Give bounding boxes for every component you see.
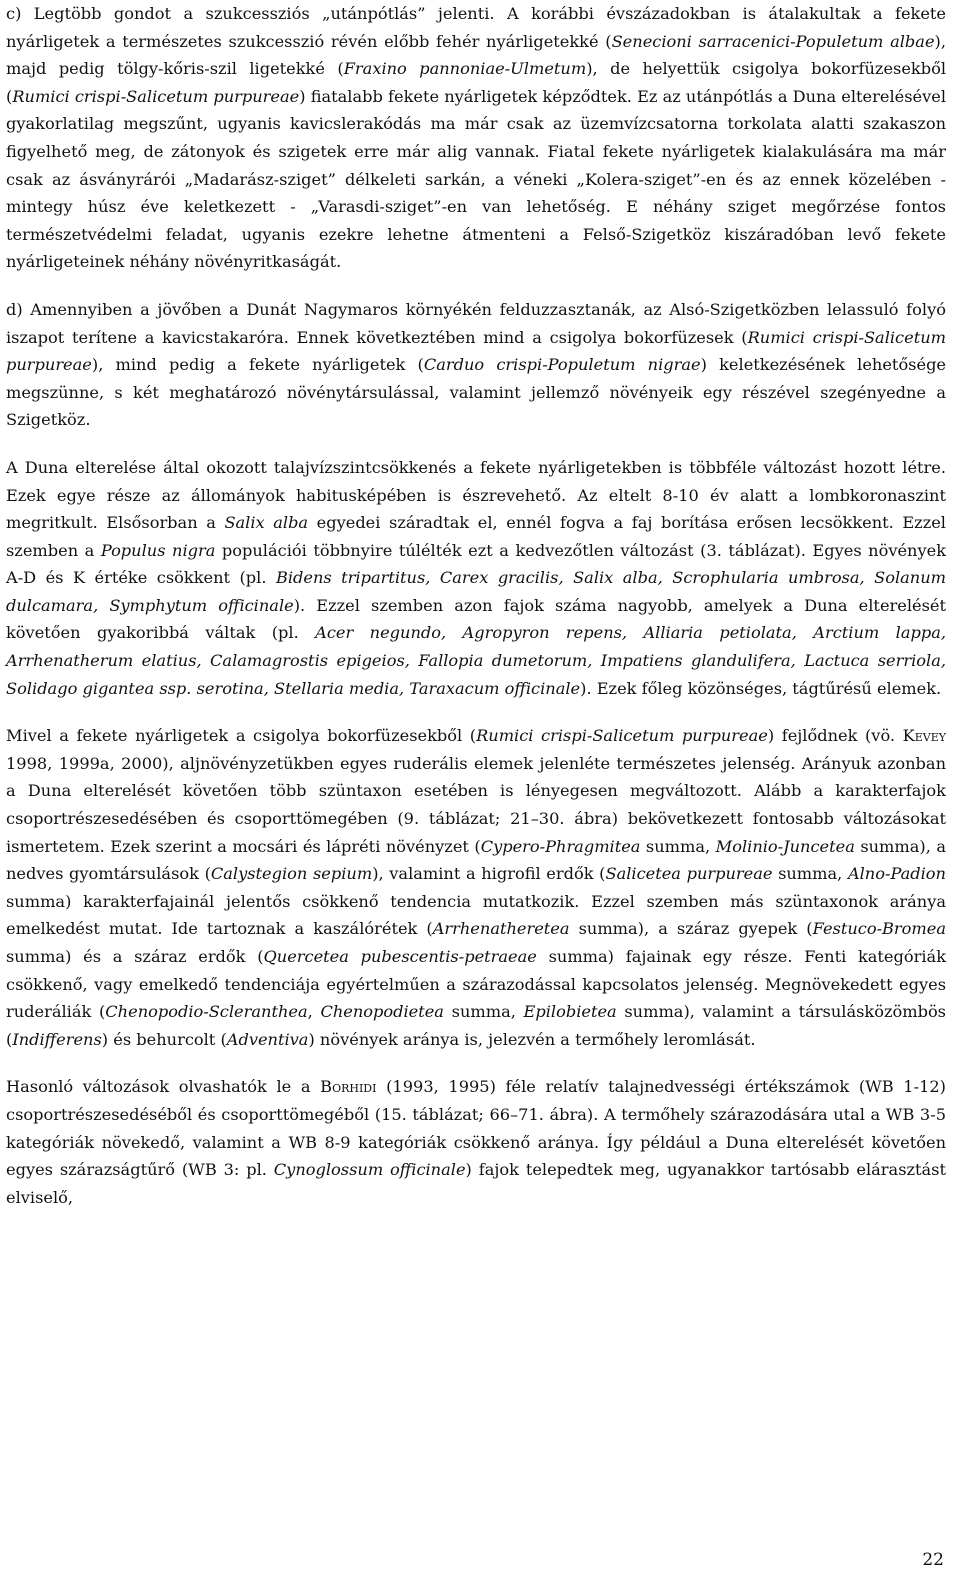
taxon-name: Quercetea pubescentis-petraeae bbox=[263, 947, 537, 966]
taxon-name: Fraxino pannoniae-Ulmetum bbox=[343, 59, 587, 79]
text-run: ) fajok telepedtek meg, ugyanakkor tartósabb elárasztást elviselő, bbox=[6, 1160, 946, 1207]
text-run: d) Amennyiben a jövőben a Dunát Nagymaros környékén felduzzasztanák, az Alsó-Szigetközben lelassuló folyó iszapot terítene a kavicstakaróra. Ennek következtében mind a csigolya bokorfüzesek ( bbox=[6, 299, 946, 347]
text-run: populációi többnyire túlélték ezt a kedvezőtlen változást (3. táblázat). Egyes növények A-D és K értéke csökkent (pl. bbox=[6, 540, 947, 588]
paragraph-talajvizszint bbox=[6, 454, 946, 702]
taxon-name: Salicetea purpureae bbox=[605, 864, 773, 884]
text-run: ), de helyettük csigolya bokorfüzesekből ( bbox=[6, 59, 947, 106]
text-run: egyedei száradtak el, ennél fogva a faj borítása erősen lecsökkent. Ezzel szemben a bbox=[6, 513, 946, 560]
taxon-name: Cypero-Phragmitea bbox=[480, 836, 641, 856]
text-run: (1993, 1995) féle relatív talajnedvességi értékszámok (WB 1-12) csoportrészesedéséből és csoporttömegéből (15. táblázat; 66–71. ábra). A termőhely szárazodására utal a WB 3-5 kategóriák növekedő, valamint a WB 8-9 kategóriák csökkenő aránya. Így például a Duna elterelését követően egyes szárazságtűrő (WB 3: pl. bbox=[6, 1077, 946, 1180]
text-run: A Duna elterelése által okozott talajvízszintcsökkenés a fekete nyárligetekben is többféle változást hozott létre. Ezek egye része az állományok habitusképében is észrevehető. Az eltelt 8-10 év alatt a lombkoronaszint megritkult. Elsősorban a bbox=[6, 457, 946, 533]
text-run: summa) karakterfajainál jelentős csökkenő tendencia mutatkozik. Ezzel szemben más szüntaxonok aránya emelkedést mutat. Ide tartoznak a kaszálórétek ( bbox=[6, 891, 946, 939]
text-run: ). Ezzel szemben azon fajok száma nagyobb, amelyek a Duna elterelését követően gyakoribbá váltak (pl. bbox=[6, 595, 946, 643]
taxon-name: Carduo crispi-Populetum nigrae bbox=[423, 355, 701, 375]
paragraph-ruderalis bbox=[6, 722, 946, 1053]
text-run: ). Ezek főleg közönséges, tágtűrésű elemek. bbox=[580, 678, 942, 698]
text-run: ) növények aránya is, jelezvén a termőhely leromlását. bbox=[308, 1029, 756, 1049]
taxon-name: Alno-Padion bbox=[847, 864, 946, 884]
text-run: ) keletkezésének lehetősége megszünne, s két meghatározó növénytársulással, valamint jellemző növényeik egy részével szegényedne a Szigetköz. bbox=[6, 355, 947, 430]
text-run: Hasonló változások olvashatók le a bbox=[6, 1077, 321, 1097]
taxon-name: Senecioni sarracenici-Populetum albae bbox=[611, 31, 935, 51]
page-number: 22 bbox=[922, 1550, 944, 1570]
text-run: ) fiatalabb fekete nyárligetek képződtek. Ez az utánpótlás a Duna elterelésével gyakorlatilag megszűnt, ugyanis kavicslerakódás ma már csak az üzemvízcsatorna torkolata alatti szakaszon figyelhető meg, de zátonyok és szigetek erre már alig vannak. Fiatal fekete nyárligetek kialakulására ma már csak az ásványrárói „Madarász-sziget” délkeleti sarkán, a véneki „Kolera-sziget”-en és az ennek közelében - mintegy húsz éve keletkezett - „Varasdi-sziget”-en van lehetőség. E néhány sziget megőrzése fontos természetvédelmi feladat, ugyanis ezekre lehetne átmenteni a Felső-Szigetköz kiszáradóban levő fekete nyárligeteinek néhány növényritkaságát. bbox=[6, 86, 946, 272]
text-run: summa), valamint a társulásközömbös ( bbox=[6, 1002, 946, 1049]
taxon-name: Indifferens bbox=[12, 1029, 102, 1049]
paragraph-borhidi bbox=[6, 1073, 946, 1211]
text-run: summa) és a száraz erdők ( bbox=[6, 947, 264, 966]
text-run: ), majd pedig tölgy-kőris-szil ligetekké ( bbox=[6, 31, 946, 79]
author-name: Borhidi bbox=[320, 1077, 377, 1097]
text-run: summa, bbox=[640, 836, 716, 856]
text-run: , bbox=[307, 1002, 321, 1022]
taxon-name: Epilobietea bbox=[523, 1002, 617, 1022]
text-run: ) és behurcolt ( bbox=[101, 1029, 227, 1049]
text-run: ), mind pedig a fekete nyárligetek ( bbox=[91, 355, 424, 375]
taxon-name: Festuco-Bromea bbox=[812, 919, 946, 939]
taxon-name: Calystegion sepium bbox=[210, 864, 373, 884]
text-run: summa, bbox=[772, 864, 848, 884]
taxon-name: Chenopodietea bbox=[320, 1002, 444, 1022]
taxon-name: Chenopodio-Scleranthea bbox=[105, 1002, 308, 1022]
taxon-name: Acer negundo, Agropyron repens, Alliaria petiolata, Arctium lappa, Arrhenatherum elatius, Calamagrostis epigeios, Fallopia dumetorum, Impatiens glandulifera, Lactuca serriola, Solidago gigantea ssp. serotina, Stellaria media, Taraxacum officinale bbox=[6, 623, 946, 698]
taxon-name: Bidens tripartitus, Carex gracilis, Salix alba, Scrophularia umbrosa, Solanum dulcamara, Symphytum officinale bbox=[6, 568, 946, 615]
taxon-name: Salix alba bbox=[224, 513, 309, 533]
text-run: summa, bbox=[443, 1002, 524, 1022]
paragraph-c bbox=[6, 0, 946, 276]
text-run: Mivel a fekete nyárligetek a csigolya bokorfüzesekből ( bbox=[6, 726, 477, 746]
taxon-name: Populus nigra bbox=[100, 540, 216, 560]
taxon-name: Rumici crispi-Salicetum purpureae bbox=[12, 86, 300, 106]
taxon-name: Arrhenatheretea bbox=[432, 919, 570, 939]
taxon-name: Rumici crispi-Salicetum purpureae bbox=[6, 327, 946, 375]
text-run: summa), a száraz gyepek ( bbox=[569, 919, 813, 939]
text-run: ), valamint a higrofil erdők ( bbox=[372, 864, 606, 884]
author-name: Kevey bbox=[902, 726, 946, 746]
text-run: c) Legtöbb gondot a szukcessziós „utánpótlás” jelenti. A korábbi évszázadokban is átalakultak a fekete nyárligetek a természetes szukcesszió révén előbb fehér nyárligetekké ( bbox=[6, 4, 946, 51]
taxon-name: Rumici crispi-Salicetum purpureae bbox=[476, 726, 768, 746]
taxon-name: Adventiva bbox=[226, 1029, 309, 1049]
taxon-name: Molinio-Juncetea bbox=[715, 836, 855, 856]
taxon-name: Cynoglossum officinale bbox=[273, 1160, 466, 1180]
document-page bbox=[6, 0, 946, 1211]
text-run: summa) fajainak egy része. Fenti kategóriák csökkenő, vagy emelkedő tendenciája egyértelműen a szárazodással kapcsolatos jelenség. Megnövekedett egyes ruderáliák ( bbox=[6, 947, 946, 1022]
text-run: ) fejlődnek (vö. bbox=[767, 726, 903, 746]
paragraph-d bbox=[6, 296, 946, 434]
text-run: 1998, 1999a, 2000), aljnövényzetükben egyes ruderális elemek jelenléte természetes jelenség. Arányuk azonban a Duna elterelését követően több szüntaxon esetében is lényegesen megváltozott. Alább a karakterfajok csoportrészesedésében és csoporttömegében (9. táblázat; 21–30. ábra) bekövetkezett fontosabb változásokat ismertetem. Ezek szerint a mocsári és lápréti növényzet ( bbox=[6, 753, 946, 856]
text-run: summa), a nedves gyomtársulások ( bbox=[6, 836, 946, 884]
